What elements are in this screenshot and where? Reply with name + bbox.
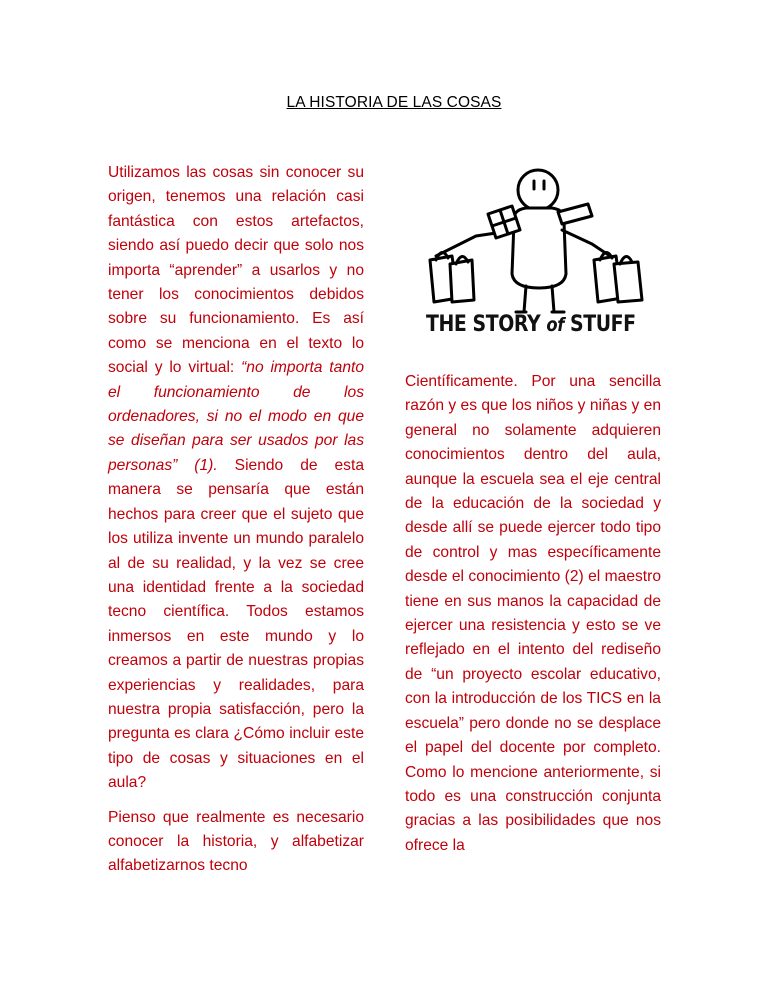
left-paragraph-1 [108,161,364,796]
right-column [405,370,661,858]
left-paragraph-1-start: Utilizamos las cosas sin conocer su origen, tenemos una relación casi fantástica con estos artefactos, siendo así puedo decir que solo nos importa “aprender” a usarlos y no tener los conocimientos debidos sobre su funcionamiento. Es así como se menciona en el texto lo social y lo virtual: [108,164,364,377]
logo-word-of: of [546,314,564,336]
story-of-stuff-illustration [416,164,656,354]
left-column [108,161,364,879]
document-title [0,93,768,113]
logo-word-2: STUFF [563,312,636,337]
document-title-text: LA HISTORIA DE LAS COSAS [286,94,502,111]
stick-figure-shopping-icon [416,164,656,314]
logo-word-1: THE STORY [426,312,547,337]
left-paragraph-2: Pienso que realmente es necesario conocer la historia, y alfabetizar alfabetizarnos tecno [108,808,364,875]
quote-citation: “no importa tanto el funcionamiento de los ordenadores, si no el modo en que se diseñan para ser usados por las personas” (1). [108,359,364,474]
story-of-stuff-logo [426,312,636,337]
left-paragraph-1-end: Siendo de esta manera se pensaría que están hechos para creer que el sujeto que los utiliza invente un mundo paralelo al de su realidad, y la vez se cree una identidad frente a la sociedad tecno científica. Todos estamos inmersos en este mundo y lo creamos a partir de nuestras propias experiencias y realidades, para nuestra propia satisfacción, pero la pregunta es clara ¿Cómo incluir este tipo de cosas y situaciones en el aula? [108,456,364,792]
right-paragraph-1: Científicamente. Por una sencilla razón y es que los niños y niñas y en general no solamente adquieren conocimientos dentro del aula, aunque la escuela sea el eje central de la educación de la sociedad y desde allí se puede ejercer todo tipo de control y mas específicamente desde el conocimiento (2) el maestro tiene en sus manos la capacidad de ejercer una resistencia y esto se ve reflejado en el intento del rediseño de “un proyecto escolar educativo, con la introducción de los TICS en la escuela” pero donde no se desplace el papel del docente por completo. Como lo mencione anteriormente, si todo es una construcción conjunta gracias a las posibilidades que nos ofrece la [405,373,661,854]
